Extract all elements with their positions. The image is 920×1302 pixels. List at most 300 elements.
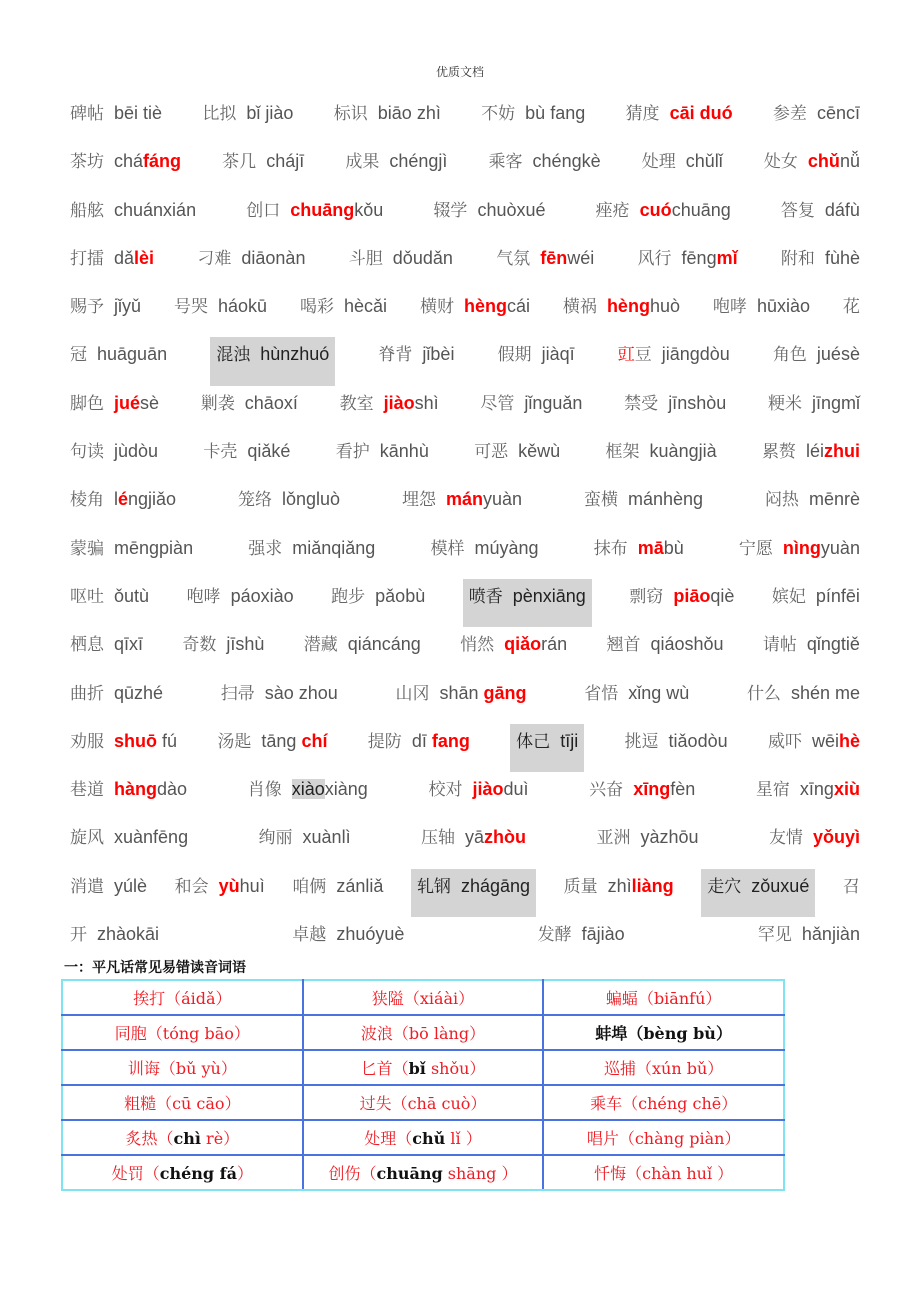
vocab-entry bbox=[70, 241, 154, 289]
vocab-entry bbox=[739, 531, 860, 579]
word: 罕见 bbox=[757, 925, 792, 946]
cell-pinyin: （biānfú） bbox=[637, 989, 722, 1008]
vocab-entry bbox=[411, 869, 536, 917]
vocab-entry bbox=[701, 869, 815, 917]
vocab-entry bbox=[340, 386, 439, 434]
word: 脊背 bbox=[378, 345, 413, 366]
word: 喷香 bbox=[468, 586, 503, 607]
vocab-line bbox=[70, 241, 860, 289]
word: 开 bbox=[70, 925, 87, 946]
word: 蛮横 bbox=[583, 490, 618, 511]
pinyin: pínfēi bbox=[815, 585, 860, 606]
word: 栖息 bbox=[70, 635, 104, 656]
table-cell bbox=[62, 1015, 303, 1050]
pinyin: qiǎké bbox=[247, 441, 291, 462]
vocab-entry bbox=[402, 482, 522, 530]
vocab-entry bbox=[589, 772, 695, 820]
word: 兴奋 bbox=[589, 780, 624, 801]
table-row bbox=[62, 1120, 784, 1155]
cell-pinyin: （cū cāo） bbox=[156, 1094, 241, 1113]
pinyin-highlight: é bbox=[118, 489, 129, 510]
pinyin: qiáoshǒu bbox=[650, 634, 724, 655]
word: 气氛 bbox=[496, 248, 531, 269]
word: 附和 bbox=[780, 248, 815, 269]
word: 威吓 bbox=[767, 731, 802, 752]
table-row bbox=[62, 1155, 784, 1190]
vocab-entry bbox=[70, 289, 141, 337]
vocab-line bbox=[70, 869, 860, 917]
vocab-entry bbox=[331, 579, 425, 627]
word: 参差 bbox=[772, 104, 807, 124]
vocab-entry bbox=[480, 386, 582, 434]
cell-pinyin: （ bbox=[157, 1129, 174, 1148]
vocab-entry bbox=[765, 482, 860, 530]
table-cell bbox=[62, 1050, 303, 1085]
pinyin: fèn bbox=[670, 779, 696, 800]
cell-word: 处理 bbox=[364, 1129, 397, 1148]
pinyin-highlight: hèng bbox=[463, 296, 507, 317]
vocab-entry bbox=[489, 144, 601, 192]
pinyin-highlight: yǒuyì bbox=[812, 827, 860, 848]
pinyin: zhuóyuè bbox=[336, 924, 405, 945]
vocab-entry bbox=[460, 627, 567, 675]
vocab-entry bbox=[378, 337, 454, 385]
cell-pinyin: （chàn huǐ ） bbox=[626, 1164, 734, 1183]
word: 曲折 bbox=[70, 683, 104, 704]
pinyin-highlight: liàng bbox=[631, 875, 674, 896]
table-cell bbox=[62, 1085, 303, 1120]
table-cell bbox=[62, 980, 303, 1015]
word: 可恶 bbox=[474, 442, 509, 463]
vocab-line bbox=[70, 820, 860, 868]
vocab-entry bbox=[430, 531, 538, 579]
pinyin: jǐnguǎn bbox=[524, 392, 583, 413]
vocab-entry bbox=[642, 144, 723, 192]
cell-pinyin: （ bbox=[360, 1164, 377, 1183]
word: 处女 bbox=[763, 152, 798, 173]
vocab-entry bbox=[781, 193, 860, 241]
pinyin-highlight: xiù bbox=[833, 779, 860, 800]
word: 亚洲 bbox=[596, 828, 631, 849]
word: 校对 bbox=[428, 780, 463, 801]
cell-word: 过失 bbox=[359, 1094, 392, 1113]
cell-word: 创伤 bbox=[328, 1164, 361, 1183]
cell-pinyin: （ bbox=[396, 1129, 413, 1148]
vocab-entry bbox=[584, 676, 689, 724]
word: 棱角 bbox=[70, 490, 104, 511]
pinyin: dào bbox=[157, 779, 188, 800]
word: 尽管 bbox=[480, 393, 515, 414]
cell-word: 同胞 bbox=[114, 1024, 147, 1043]
cell-word: 狭隘 bbox=[371, 989, 404, 1008]
pinyin: xuànlì bbox=[302, 827, 351, 848]
pinyin: mánhèng bbox=[627, 489, 704, 510]
pinyin: lǒngluò bbox=[282, 489, 341, 510]
word: 横祸 bbox=[562, 297, 597, 318]
vocab-entry bbox=[629, 579, 734, 627]
vocab-entry bbox=[238, 482, 340, 530]
word: 教室 bbox=[339, 393, 374, 414]
vocab-entry bbox=[606, 627, 723, 675]
word: 风行 bbox=[637, 248, 672, 269]
cell-pinyin: （bō làng） bbox=[392, 1024, 486, 1043]
pinyin: qiè bbox=[710, 585, 735, 606]
vocab-entry bbox=[481, 96, 585, 144]
word: 累赘 bbox=[761, 442, 796, 463]
pinyin: miǎnqiǎng bbox=[292, 537, 376, 558]
pinyin: chuòxué bbox=[477, 199, 546, 220]
pinyin: sào zhou bbox=[264, 682, 338, 703]
table-cell bbox=[62, 1155, 303, 1190]
pinyin: sè bbox=[140, 392, 160, 413]
word: 消遣 bbox=[70, 876, 104, 897]
word: 扫帚 bbox=[220, 683, 255, 704]
word: 悄然 bbox=[460, 635, 495, 656]
page-header: 优质文档 bbox=[435, 65, 484, 79]
table-cell bbox=[543, 1015, 784, 1050]
vocab-lines bbox=[70, 96, 860, 965]
pinyin-highlight: jiào bbox=[383, 392, 415, 413]
pinyin: jǐyǔ bbox=[114, 296, 142, 317]
cell-word: 匕首 bbox=[360, 1059, 393, 1078]
word: 翘首 bbox=[606, 635, 641, 656]
vocab-entry bbox=[498, 337, 575, 385]
cell-pinyin-bold: chuāng bbox=[376, 1164, 443, 1183]
vocab-entry bbox=[638, 241, 738, 289]
pinyin: bǐ jiào bbox=[246, 103, 294, 123]
word: 碑帖 bbox=[70, 104, 104, 124]
pinyin: jiàqī bbox=[541, 344, 575, 365]
vocab-line bbox=[70, 386, 860, 434]
pinyin-highlight: cāi duó bbox=[669, 103, 733, 123]
pinyin-highlight: hàng bbox=[114, 779, 158, 800]
vocab-line bbox=[70, 482, 860, 530]
pinyin-highlight: mǐ bbox=[716, 247, 738, 268]
word: 赐予 bbox=[70, 297, 104, 318]
vocab-entry bbox=[349, 241, 453, 289]
cell-pinyin-tail: shāng ） bbox=[442, 1164, 518, 1183]
pinyin-highlight: shuō bbox=[114, 730, 158, 751]
vocab-line bbox=[70, 579, 860, 627]
vocab-entry bbox=[70, 579, 149, 627]
pinyin: jǐbèi bbox=[422, 344, 455, 365]
word: 剿袭 bbox=[200, 393, 235, 414]
vocab-entry bbox=[764, 144, 860, 192]
vocab-entry bbox=[420, 289, 530, 337]
vocab-entry bbox=[201, 386, 298, 434]
vocab-entry bbox=[421, 820, 526, 868]
pinyin: l bbox=[114, 489, 119, 510]
pinyin: chájī bbox=[266, 151, 305, 172]
cell-pinyin: （ bbox=[143, 1164, 160, 1183]
pinyin: diāonàn bbox=[241, 247, 306, 268]
table-cell bbox=[303, 1155, 544, 1190]
vocab-entry bbox=[70, 627, 143, 675]
pinyin: yàzhōu bbox=[640, 827, 699, 848]
vocab-entry bbox=[368, 724, 470, 772]
pinyin: chāoxí bbox=[244, 392, 298, 413]
pinyin: fùhè bbox=[824, 247, 860, 268]
cell-pinyin-bold: chéng fá bbox=[159, 1164, 237, 1183]
vocab-entry bbox=[187, 579, 294, 627]
vocab-entry bbox=[713, 289, 810, 337]
vocab-entry bbox=[772, 579, 860, 627]
pinyin: juésè bbox=[816, 344, 860, 365]
vocab-entry bbox=[624, 386, 726, 434]
word: 召 bbox=[842, 876, 860, 897]
word: 刁难 bbox=[197, 248, 232, 269]
pinyin: huò bbox=[649, 296, 680, 317]
word: 嫔妃 bbox=[771, 586, 806, 607]
pinyin: hūxiào bbox=[756, 296, 810, 317]
vocab-entry bbox=[300, 289, 387, 337]
cell-pinyin: （chàng piàn） bbox=[618, 1129, 741, 1148]
word: 巷道 bbox=[70, 780, 104, 801]
vocab-line bbox=[70, 96, 860, 144]
cell-word: 训诲 bbox=[127, 1059, 160, 1078]
pinyin: zánliǎ bbox=[336, 875, 384, 896]
cell-pinyin-tail: ） bbox=[236, 1164, 253, 1183]
vocab-entry bbox=[70, 772, 187, 820]
cell-word: 忏悔 bbox=[594, 1164, 627, 1183]
word: 乘客 bbox=[488, 152, 523, 173]
vocab-line bbox=[70, 434, 860, 482]
pinyin-highlight: hèng bbox=[606, 296, 650, 317]
vocab-entry bbox=[70, 820, 188, 868]
word: 和会 bbox=[174, 876, 209, 897]
vocab-entry bbox=[768, 386, 860, 434]
vocab-entry bbox=[70, 96, 162, 144]
cell-word: 唱片 bbox=[586, 1129, 619, 1148]
table-cell bbox=[543, 1155, 784, 1190]
pinyin-highlight: jué bbox=[114, 392, 141, 413]
word: 冠 bbox=[70, 345, 87, 366]
vocab-entry bbox=[336, 434, 429, 482]
vocab-entry bbox=[210, 337, 335, 385]
word: 埋怨 bbox=[401, 490, 436, 511]
pinyin: kěwù bbox=[518, 441, 561, 462]
pinyin: nǚ bbox=[839, 151, 860, 172]
word: 宁愿 bbox=[738, 538, 773, 559]
word: 茶坊 bbox=[70, 152, 104, 173]
pinyin-highlight: jiào bbox=[472, 779, 504, 800]
cell-pinyin: （xiáài） bbox=[403, 989, 475, 1008]
vocab-entry bbox=[594, 531, 684, 579]
pinyin: yuàn bbox=[483, 489, 523, 510]
cell-pinyin: （tóng bāo） bbox=[146, 1024, 250, 1043]
vocab-entry bbox=[758, 917, 860, 965]
word: 打擂 bbox=[70, 248, 104, 269]
vocab-entry bbox=[70, 676, 163, 724]
vocab-entry bbox=[334, 96, 441, 144]
word: 咆哮 bbox=[186, 586, 221, 607]
vocab-entry bbox=[304, 627, 421, 675]
word: 句读 bbox=[70, 442, 104, 463]
word: 闷热 bbox=[764, 490, 799, 511]
pinyin: xiàng bbox=[324, 779, 368, 800]
vocab-entry bbox=[248, 772, 368, 820]
cell-word: 波浪 bbox=[360, 1024, 393, 1043]
cell-word: 粗糙 bbox=[124, 1094, 157, 1113]
cell-pinyin: （áidǎ） bbox=[165, 989, 232, 1008]
pinyin-highlight: hè bbox=[838, 730, 860, 751]
cell-pinyin-tail: rè） bbox=[200, 1129, 240, 1148]
pinyin: dī bbox=[411, 730, 432, 751]
pinyin-highlight: fáng bbox=[143, 151, 182, 172]
cell-word: 巡捕 bbox=[604, 1059, 637, 1078]
word: 假期 bbox=[497, 345, 532, 366]
pinyin-highlight: xīng bbox=[633, 779, 671, 800]
table-row bbox=[62, 1085, 784, 1120]
cell-word: 处罚 bbox=[111, 1164, 144, 1183]
word: 笼络 bbox=[237, 490, 272, 511]
pinyin-highlight: chuāng bbox=[290, 199, 355, 220]
pinyin: jùdòu bbox=[114, 441, 159, 462]
pinyin-highlight: fang bbox=[431, 730, 470, 751]
table-cell bbox=[303, 1120, 544, 1155]
cell-word: 乘车 bbox=[590, 1094, 623, 1113]
vocab-entry bbox=[496, 241, 594, 289]
pinyin: chá bbox=[114, 151, 144, 172]
vocab-entry bbox=[197, 241, 305, 289]
word: 挑逗 bbox=[624, 731, 659, 752]
word: 蒙骗 bbox=[70, 538, 104, 559]
vocab-entry bbox=[773, 337, 860, 385]
cell-pinyin: （ bbox=[392, 1059, 409, 1078]
table-cell bbox=[303, 980, 544, 1015]
word: 质量 bbox=[563, 876, 598, 897]
table-cell bbox=[543, 980, 784, 1015]
pinyin-highlight: chǔ bbox=[807, 151, 840, 172]
pinyin: jiāngdòu bbox=[661, 344, 730, 365]
word: 框架 bbox=[605, 442, 640, 463]
vocab-entry bbox=[222, 144, 304, 192]
cell-pinyin: （chā cuò） bbox=[391, 1094, 487, 1113]
word: 不妨 bbox=[481, 104, 516, 124]
word: 卓越 bbox=[292, 925, 327, 946]
vocab-line bbox=[70, 289, 860, 337]
pinyin: yuàn bbox=[820, 537, 860, 558]
vocab-entry bbox=[584, 482, 703, 530]
word: 混浊 bbox=[216, 345, 251, 366]
vocab-entry bbox=[345, 144, 447, 192]
vocab-entry bbox=[70, 482, 176, 530]
vocab-entry bbox=[70, 337, 167, 385]
vocab-entry bbox=[433, 193, 545, 241]
word: 卡壳 bbox=[203, 442, 238, 463]
vocab-entry bbox=[564, 869, 674, 917]
vocab-entry bbox=[221, 676, 338, 724]
word: 跑步 bbox=[331, 586, 366, 607]
pinyin: hècǎi bbox=[343, 296, 388, 317]
pinyin-highlight: zhòu bbox=[484, 827, 527, 848]
pinyin: kuàngjià bbox=[649, 441, 717, 462]
pinyin: zhì bbox=[607, 875, 632, 896]
vocab-entry bbox=[626, 96, 733, 144]
vocab-entry bbox=[618, 337, 730, 385]
vocab-entry bbox=[70, 531, 193, 579]
word: 喝彩 bbox=[299, 297, 334, 318]
word: 压轴 bbox=[421, 828, 455, 849]
vocab-entry bbox=[596, 193, 731, 241]
vocab-table bbox=[61, 979, 785, 1191]
pinyin: tīji bbox=[560, 730, 579, 751]
word: 劝服 bbox=[70, 731, 104, 752]
word: 比拟 bbox=[202, 104, 237, 124]
word: 豇豆 bbox=[617, 345, 652, 366]
vocab-entry bbox=[747, 676, 860, 724]
pinyin-highlight: qiǎo bbox=[504, 634, 542, 655]
word: 横财 bbox=[419, 297, 454, 318]
word: 咆哮 bbox=[712, 297, 747, 318]
vocab-entry bbox=[781, 241, 860, 289]
pinyin: jīngmǐ bbox=[811, 392, 860, 413]
pinyin: qīxī bbox=[114, 634, 144, 655]
pinyin: cái bbox=[506, 296, 530, 317]
pinyin: páoxiào bbox=[230, 585, 294, 606]
word: 山冈 bbox=[395, 683, 430, 704]
word: 肖像 bbox=[247, 780, 282, 801]
word: 船舷 bbox=[70, 200, 104, 221]
word: 咱俩 bbox=[292, 876, 327, 897]
vocab-entry bbox=[202, 96, 293, 144]
vocab-entry bbox=[217, 724, 327, 772]
word: 看护 bbox=[335, 442, 370, 463]
vocab-entry bbox=[596, 820, 698, 868]
cell-pinyin-bold: chǔ bbox=[412, 1129, 446, 1148]
vocab-entry bbox=[70, 193, 196, 241]
pinyin: zǒuxué bbox=[751, 875, 810, 896]
vocab-entry bbox=[625, 724, 728, 772]
vocab-entry bbox=[606, 434, 717, 482]
pinyin: huì bbox=[239, 875, 265, 896]
word: 呕吐 bbox=[70, 586, 104, 607]
vocab-entry bbox=[70, 386, 159, 434]
pinyin: shān bbox=[439, 682, 484, 703]
table-cell bbox=[543, 1050, 784, 1085]
pinyin: tiǎodòu bbox=[668, 730, 728, 751]
table-cell bbox=[303, 1050, 544, 1085]
word: 粳米 bbox=[767, 393, 802, 414]
pinyin: yā bbox=[465, 827, 485, 848]
pinyin: fú bbox=[157, 730, 178, 751]
cell-pinyin-bold: bǐ bbox=[408, 1059, 426, 1078]
word: 奇数 bbox=[182, 635, 217, 656]
word: 潜藏 bbox=[303, 635, 338, 656]
pinyin: dáfù bbox=[824, 199, 860, 220]
table-cell bbox=[543, 1085, 784, 1120]
cell-word: 蚌埠 bbox=[595, 1024, 628, 1043]
pinyin-highlight: cuó bbox=[639, 199, 672, 220]
pinyin: hùnzhuó bbox=[260, 344, 330, 365]
pinyin: bù fang bbox=[525, 103, 586, 123]
table-cell bbox=[543, 1120, 784, 1155]
word: 脚色 bbox=[70, 393, 104, 414]
word: 号哭 bbox=[173, 297, 208, 318]
pinyin: chéngjì bbox=[389, 151, 448, 172]
word: 花 bbox=[842, 297, 860, 318]
pinyin-highlight: mán bbox=[445, 489, 483, 510]
vocab-entry bbox=[563, 289, 680, 337]
pinyin: mēngpiàn bbox=[114, 537, 194, 558]
word: 强求 bbox=[248, 538, 283, 559]
word: 体己 bbox=[516, 731, 551, 752]
pinyin: chuánxián bbox=[114, 199, 197, 220]
pinyin: xiào bbox=[291, 779, 325, 800]
word: 茶几 bbox=[222, 152, 257, 173]
cell-pinyin-tail: shǒu） bbox=[425, 1059, 486, 1078]
word: 走穴 bbox=[707, 876, 742, 897]
